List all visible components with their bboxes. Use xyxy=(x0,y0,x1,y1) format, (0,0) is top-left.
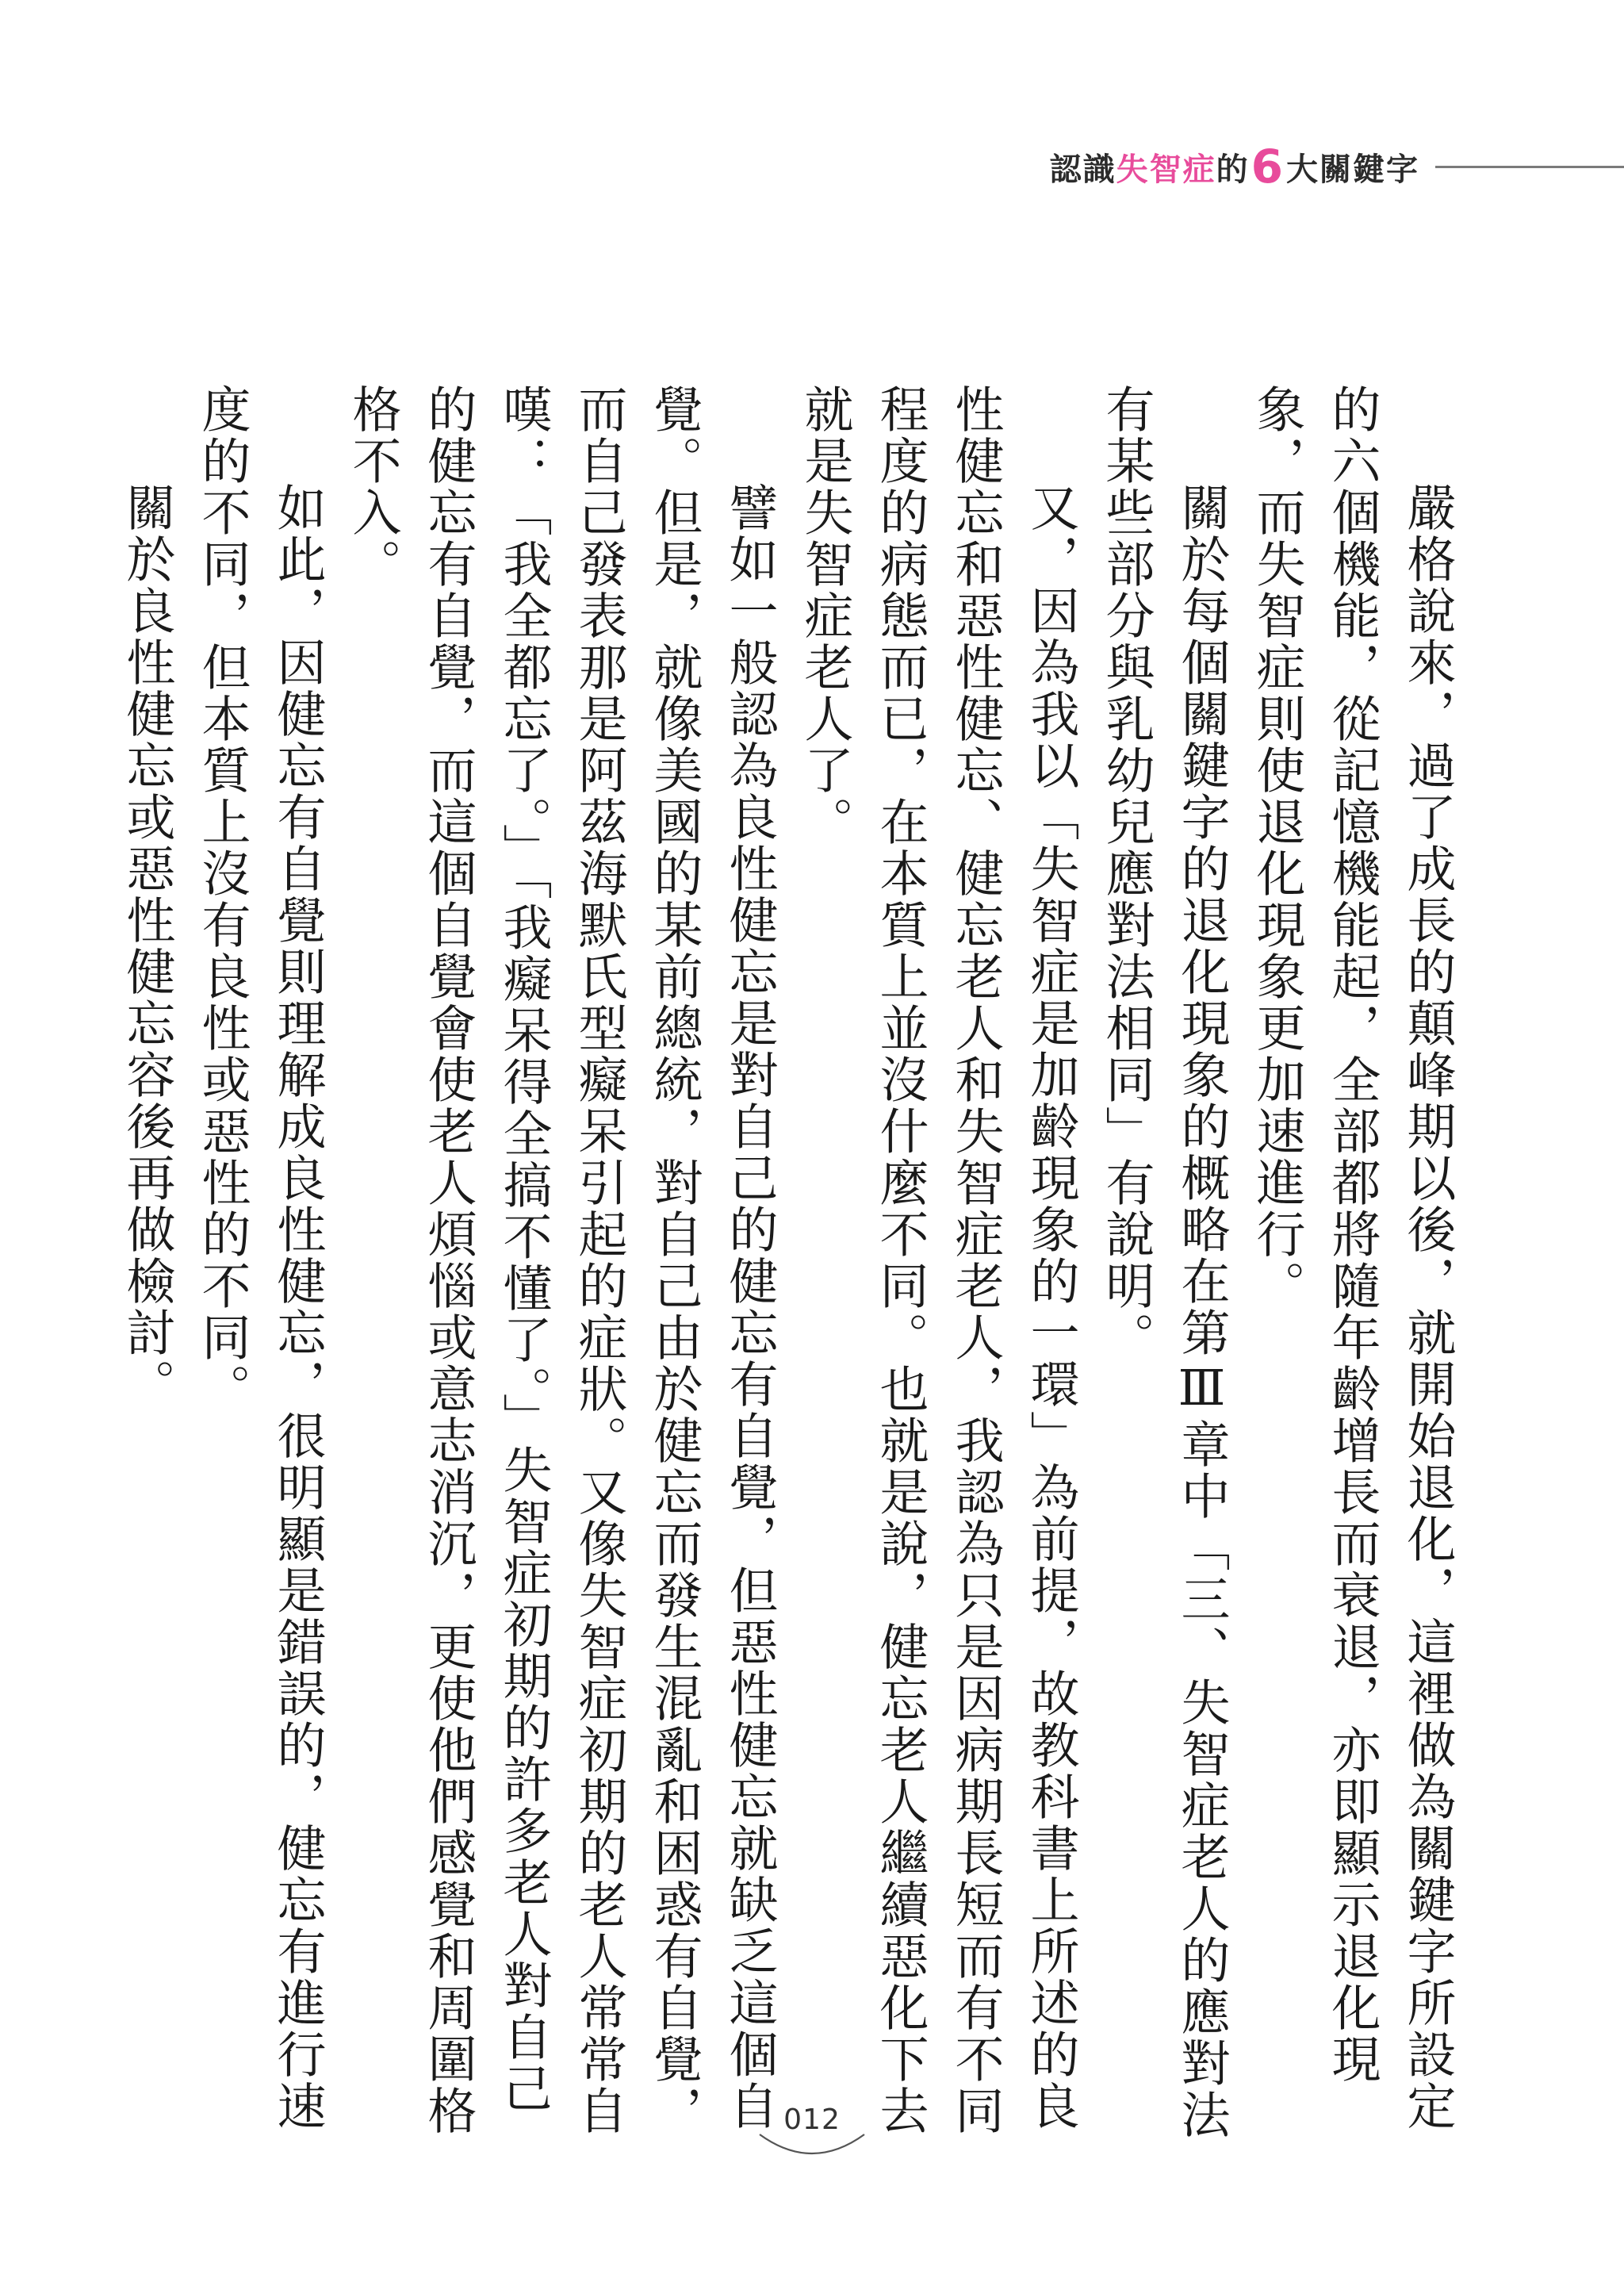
page-number: 012 xyxy=(783,2104,841,2136)
paragraph-3: 又，因為我以「失智症是加齡現象的一環」為前提，故教科書上所述的良性健忘和惡性健忘、健忘老人和失智症老人，我認為只是因病期長短而有不同程度的病態而已，在本質上並沒什麼不同。也就是說，健忘老人繼續惡化下去就是失智症老人了。 xyxy=(796,384,1080,2137)
page-folio xyxy=(0,2104,1624,2158)
book-title xyxy=(1049,140,1419,194)
paragraph-2: 關於每個關鍵字的退化現象的概略在第Ⅲ章中「三、失智症老人的應對法有某些部分與乳幼兒應對法相同」有說明。 xyxy=(1097,384,1231,2141)
title-accent: 失智症 xyxy=(1116,151,1216,188)
running-header xyxy=(1049,140,1624,194)
paragraph-1: 嚴格說來，過了成長的顛峰期以後，就開始退化，這裡做為關鍵字所設定的六個機能，從記憶機能起，全部都將隨年齡增長而衰退，亦即顯示退化現象，而失智症則使退化現象更加速進行。 xyxy=(1248,384,1457,2132)
title-suffix: 大關鍵字 xyxy=(1286,151,1419,188)
body-text xyxy=(109,384,1465,2153)
title-digit: 6 xyxy=(1251,140,1285,194)
header-rule xyxy=(1435,166,1624,168)
paragraph-5: 如此，因健忘有自覺則理解成良性健忘，很明顯是錯誤的，健忘有進行速度的不同，但本質上沒有良性或惡性的不同。 xyxy=(193,384,327,2132)
title-prefix: 認識 xyxy=(1049,151,1116,188)
paragraph-4: 譬如一般認為良性健忘是對自己的健忘有自覺，但惡性健忘就缺乏這個自覺。但是，就像美國的某前總統，對自己由於健忘而發生混亂和困惑有自覺，而自己發表那是阿茲海默氏型癡呆引起的症狀。又像失智症初期的老人常常自嘆：「我全都忘了。」「我癡呆得全搞不懂了。」失智症初期的許多老人對自己的健忘有自覺，而這個自覺會使老人煩惱或意志消沉，更使他們感覺和周圍格格不入。 xyxy=(344,384,779,2137)
title-mid: 的 xyxy=(1216,151,1250,188)
paragraph-6: 關於良性健忘或惡性健忘容後再做檢討。 xyxy=(118,482,176,1410)
